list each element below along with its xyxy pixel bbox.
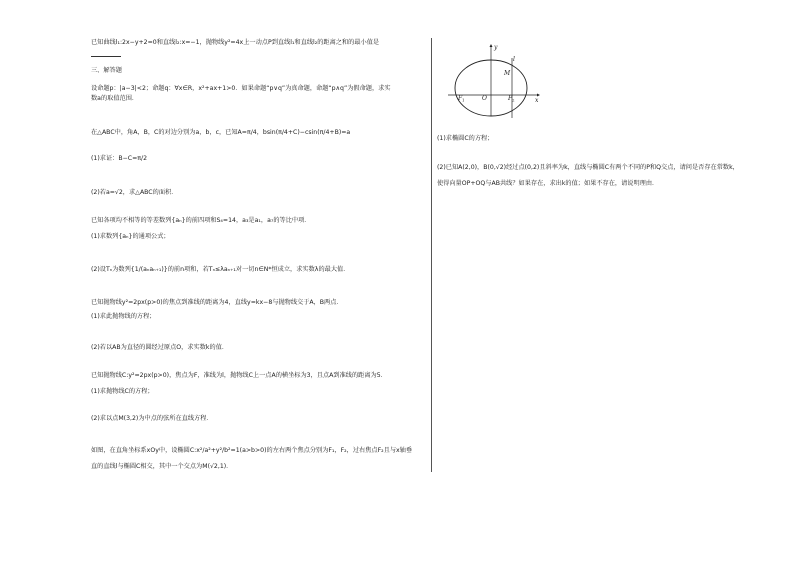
- question-4-stem: 已知抛物线y²=2px(p>0)的焦点到准线的距离为4，直线y=kx−8与抛物线交于A，B两点．: [91, 299, 343, 306]
- label-F2-subscript: 2: [512, 97, 515, 103]
- question-1-line-1: 设命题p：|a−3|<2；命题q：∀x∈R，x²+ax+1>0．如果命题“p∨q”为真命题，命题“p∧q”为假命题，求实: [91, 85, 391, 92]
- question-6-part-1: (1)求椭圆C的方程；: [437, 135, 494, 142]
- question-2-part-1: (1)求证：B−C=π/2: [91, 155, 148, 162]
- question-2-part-2: (2)若a=√2，求△ABC的面积．: [91, 189, 178, 196]
- question-5-part-1: (1)求抛物线C的方程；: [91, 388, 154, 395]
- question-3-part-2: (2)设Tₙ为数列{1/(aₙaₙ₊₁)}的前n项和，若Tₙ≤λaₙ₊₁对一切n∈N*恒成立，求实数λ的最大值．: [91, 266, 350, 273]
- question-5-part-2: (2)求以点M(3,2)为中点的弦所在直线方程．: [91, 415, 213, 422]
- question-5-stem: 已知抛物线C:y²=2px(p>0)，焦点为F，准线为l，抛物线C上一点A的横坐标为3，且点A到准线的距离为5．: [91, 372, 387, 379]
- question-1-line-2: 数a的取值范围．: [91, 95, 139, 102]
- question-fill-blank-distance: 已知曲线l₁:2x−y+2=0和直线l₂:x=−1，抛物线y²=4x上一动点P到直线l₁和直线l₂的距离之和的最小值是: [91, 39, 380, 46]
- y-axis-arrow: [490, 44, 493, 47]
- question-6-line-1: 如图，在直角坐标系xOy中，设椭圆C:x²/a²+y²/b²=1(a>b>0)的左右两个焦点分别为F₁，F₂，过右焦点F₂且与x轴垂: [91, 447, 413, 454]
- question-6-part-2-line-1: (2)已知A(2,0)，B(0,√2)经过点(0,2)且斜率为k，直线与椭圆C有两个不同的P和Q交点，请问是否存在常数k，: [437, 164, 739, 171]
- question-2-stem: 在△ABC中，角A，B，C的对边分别为a，b，c，已知A=π/4，bsin(π/4+C)−csin(π/4+B)=a: [91, 129, 351, 136]
- label-M: M: [504, 70, 511, 77]
- question-3-part-1: (1)求数列{aₙ}的通项公式；: [91, 233, 170, 240]
- label-O: O: [482, 95, 487, 102]
- label-F1: F: [458, 95, 463, 102]
- section-heading: 三、解答题: [91, 67, 122, 74]
- question-3-stem: 已知各项均不相等的等差数列{aₙ}的前四项和S₄=14，a₃是a₁，a₇的等比中项．: [91, 217, 311, 224]
- label-F2: F: [508, 95, 513, 102]
- ellipse-figure: [440, 36, 550, 121]
- label-F1-subscript: 1: [462, 97, 465, 103]
- question-6-part-2-line-2: 使得向量OP+OQ与AB共线？如果存在，求出k的值；如果不存在，请说明理由．: [437, 180, 659, 187]
- column-divider: [431, 38, 432, 472]
- label-y: y: [494, 44, 498, 51]
- question-6-line-2: 直的直线l与椭圆C相交，其中一个交点为M(√2,1)．: [91, 463, 233, 470]
- question-4-part-2: (2)若以AB为直径的圆经过原点O，求实数k的值．: [91, 344, 229, 351]
- question-4-part-1: (1)求此抛物线的方程；: [91, 313, 156, 320]
- label-l: l: [513, 56, 515, 63]
- answer-blank-line: [91, 56, 121, 57]
- label-x: x: [535, 97, 539, 104]
